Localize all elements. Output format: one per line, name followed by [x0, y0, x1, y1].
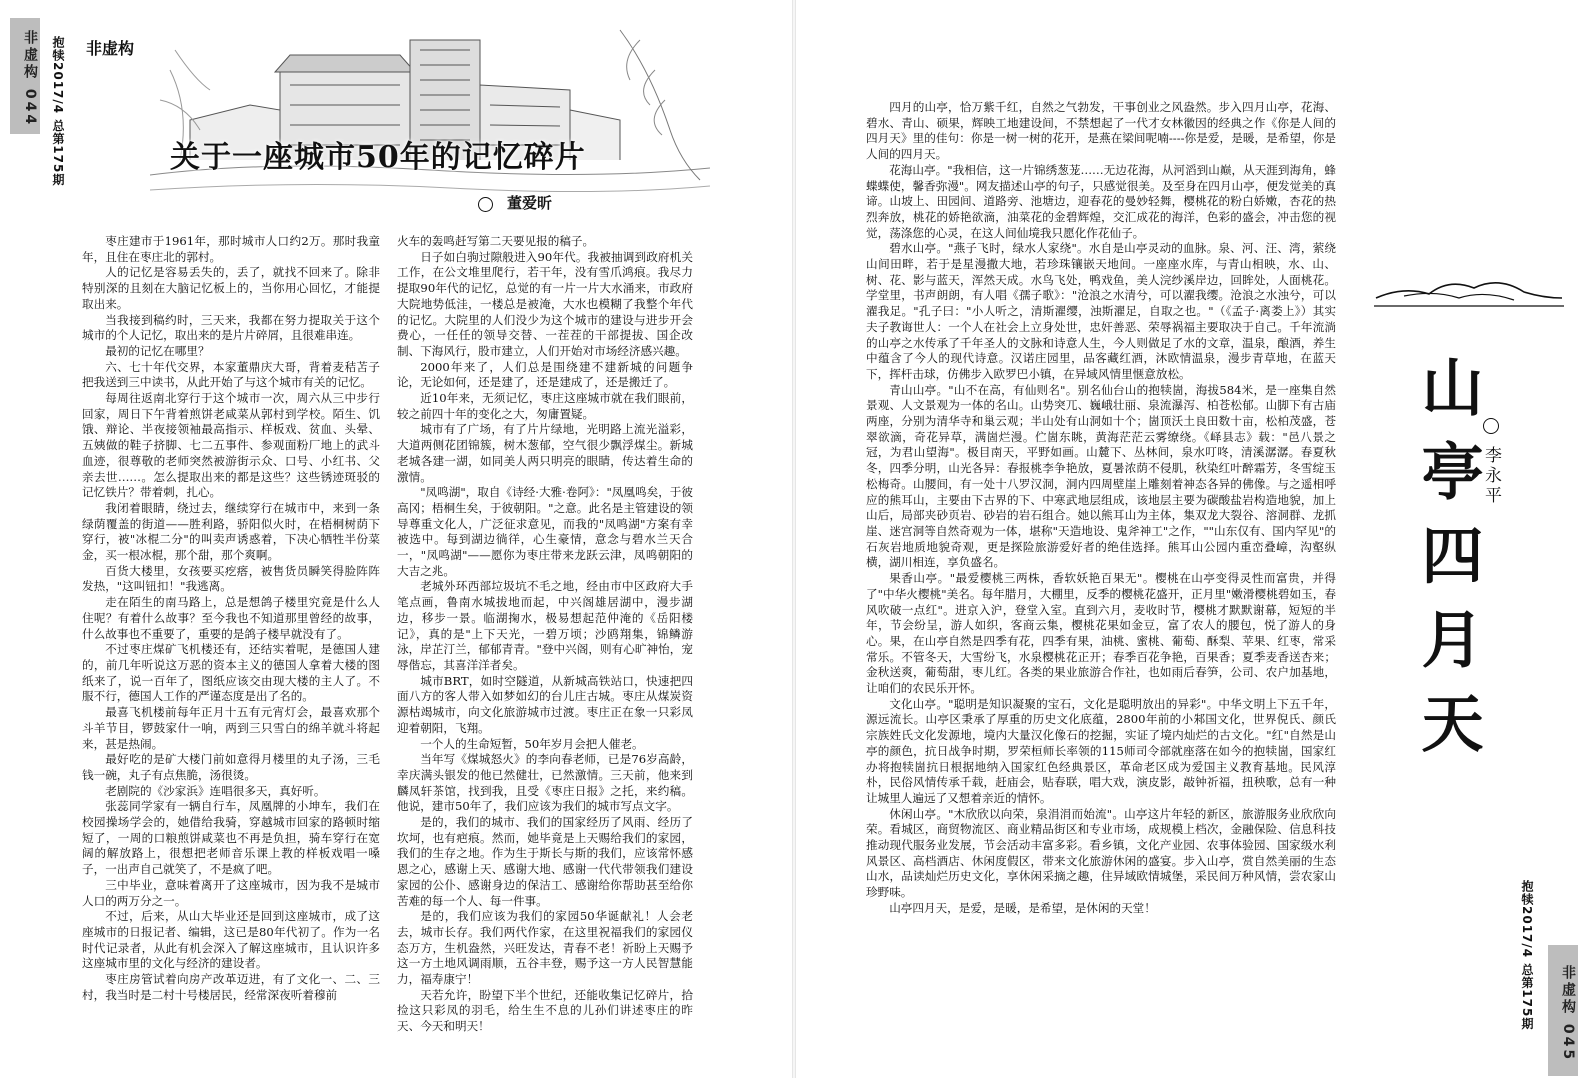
left-column-1 [82, 234, 380, 1003]
author-name: 李永平 [1481, 446, 1501, 506]
article-author [478, 192, 552, 213]
issue-info: 抱犊2017/4 总第175期 [1520, 880, 1534, 1031]
paragraph: 不过枣庄煤矿飞机楼还有，还结实着呢，是德国人建的，前几年听说这万恶的资本主义的德国人拿着大楼的图纸来了，说一百年了，图纸应该交由现大楼的主人了。不服不行，德国人工作的严谨态度是出了名的。 [82, 642, 380, 704]
paragraph: 2000年来了，人们总是围绕建不建新城的问题争论，无论如何，还是建了，还是建成了，还是搬迁了。 [397, 359, 693, 390]
paragraph: 山亭四月天，是爱，是暖，是希望，是休闲的天堂！ [889, 900, 1156, 915]
paragraph: 张蕊同学家有一辆自行车，凤凰牌的小坤车，我们在校园操场学会的，她借给我骑，穿越城市回家的路顿时缩短了，一周的口粮煎饼咸菜也不再是负担，骑车穿行在宽阔的解放路上，很想把老师音乐课上教的样板戏唱一嗓子，一出声自己就笑了，不是疯了吧。 [82, 799, 380, 877]
paragraph: 城市有了广场，有了片片绿地，光明路上流光溢彩，大道两侧花团锦簇，树木葱郁，空气很少飘浮煤尘。新城老城各建一湖，如同美人两只明亮的眼睛，传达着生命的激情。 [397, 422, 693, 484]
author-circle-icon [1483, 418, 1499, 434]
paragraph: 老剧院的《沙家浜》连唱很多天，真好听。 [105, 783, 326, 798]
paragraph: "凤鸣湖"，取自《诗经·大雅·卷阿》："凤凰鸣矣，于彼高冈；梧桐生矣，于彼朝阳。"之意。此名是主管建设的领导尊重文化人，广泛征求意见，而我的"凤鸣湖"方案有幸被选中。每到湖边徜徉，心生豪情，意念与碧水兰天合一，"凤鸣湖"——愿你为枣庄带来龙跃云津，凤鸣朝阳的大吉之兆。 [397, 485, 693, 578]
paragraph: 火车的轰鸣赶写第二天要见报的稿子。 [397, 234, 595, 248]
paragraph: 六、七十年代交界，本家董鼎庆大哥，背着麦秸苫子把我送到三中读书，从此开始了与这个城市有关的记忆。 [82, 359, 380, 390]
article-author [1479, 418, 1504, 506]
article-title: 关于一座城市50年的记忆碎片 [170, 140, 586, 175]
paragraph: 走在陌生的南马路上，总是想鸽子楼里究竟是什么人住呢？有着什么故事？至今我也不知道那里曾经的故事，什么故事也不重要了，重要的是鸽子楼早就没有了。 [82, 595, 380, 641]
paragraph: 青山山亭。"山不在高，有仙则名"。别名仙台山的抱犊崮，海拔584米，是一座集自然景观、人文景观为一体的名山。山势突兀、巍峨壮丽、泉流瀑泻、柏苍松郁。山脚下有古庙两座，分别为清华寺和巢云观；半山处有山洞如十个；崮顶沃土良田数十亩，松柏茂盛，苍翠欲滴，奇花异草，满崮烂漫。伫崮东眺，黄海茫茫云雾缭绕。《峄县志》载："邑八景之冠，为君山望海"。极目南天，平野如画。山麓下、丛林间，泉水叮咚，清溪潺潺。春夏秋冬，四季分明，山光各异：春报桃李争艳放，夏暑浓荫不侵肌，秋染红叶醉霜芳，冬雪绽玉松梅奇。山腰间，有一处十八罗汉洞，洞内四周壁崖上雕刻着神态各异的佛像。与之遥相呼应的熊耳山，主要由下古界的下、中寒武地层组成，该地层主要为碳酸盐岩构造地貌，加上山后，局部夹砂页岩、砂岩的岩石组合。她以熊耳山为主体，集双龙大裂谷、溶洞群、龙抓崖、迷宫洞等自然奇观为一体，堪称"天造地设、鬼斧神工"之作，""山东仅有、国内罕见"的石灰岩地质地貌奇观，更是探险旅游爱好者的绝佳选择。熊耳山公园内重峦叠嶂，沟壑纵横，湖川相连，享负盛名。 [866, 382, 1336, 570]
section-tab: 非虚构 044 [10, 18, 40, 134]
paragraph: 四月的山亭，恰万紫千红，自然之气勃发，干事创业之风盎然。步入四月山亭，花海、碧水、青山、硕果，辉映工地建设间，不禁想起了一代才女林徽因的经典之作《你是人间的四月天》里的佳句：你是一树一树的花开，是燕在梁间呢喃----你是爱，是暖，是希望，你是人间的四月天。 [866, 100, 1336, 162]
left-column-2 [397, 234, 693, 1035]
section-label: 非虚构 [86, 39, 135, 58]
paragraph: 我闭着眼睛，绕过去，继续穿行在城市中，来到一条绿荫覆盖的街道——胜利路，骄阳似火时，在梧桐树荫下穿行，被"冰棍二分"的叫卖声诱惑着，下决心牺牲半份菜金，买一根冰棍，那个甜，那个爽啊。 [82, 500, 380, 563]
paragraph: 老城外环西部垃圾坑不毛之地，经由市中区政府大手笔点画，鲁南水城拔地而起，中兴阁雄居湖中，漫步湖边，移步一景。临湖掬水，极易想起范仲淹的《岳阳楼记》，真的是"上下天光，一碧万顷；沙鸥翔集，锦鳞游泳，岸芷汀兰，郁郁青青。"登中兴阁，则有心旷神怡，宠辱偕忘，其喜洋洋者矣。 [397, 579, 693, 672]
right-page [794, 0, 1588, 1078]
paragraph: 是的，我们应该为我们的家园50华诞献礼！人会老去，城市长存。我们两代作家，在这里祝福我们的家园仪态万方，生机盎然，兴旺发达，青春不老！祈盼上天赐予这一方土地风调雨顺，五谷丰登，赐予这一方人民智慧能力，福寿康宁！ [397, 909, 693, 987]
article-title: 山亭四月天 [1411, 355, 1484, 775]
paragraph: 当年写《煤城怒火》的李向春老师，已是76岁高龄，幸庆满头银发的他已然健壮，已然激情。三天前，他来到麟凤轩茶馆，找到我，且受《枣庄日报》之托，来约稿。他说，建市50年了，我们应该为我们的城市写点文字。 [397, 752, 693, 814]
issue-info: 抱犊2017/4 总第175期 [51, 36, 65, 187]
paragraph: 碧水山亭。"燕子飞时，绿水人家绕"。水自是山亭灵动的血脉。泉、河、汪、湾，萦绕山间田畔，若于是星漫撒大地，若珍珠镶嵌天地间。一座座水库，与青山相映，水、山、树、花、影与蓝天，浑然天成。水鸟飞处，鸭戏鱼，美人浣纱溪岸边，回眸处，人面桃花。学堂里，书声朗朗，有人唱《孺子歌》："沧浪之水清兮，可以濯我缨。沧浪之水浊兮，可以濯我足。"孔子曰："小人听之，清斯濯缨，浊斯濯足，自取之也。"（《孟子·离娄上》）其实夫子教诲世人：一个人在社会上立身处世，忠奸善恶、荣辱祸福主要取决于自己。千年流淌的山亭之水传承了千年圣人的文脉和诗意人生，今人则做足了水的文章，温泉，酿酒，养生中蕴含了今人的现代诗意。汉诺庄园里，品客藏红酒，沐欧情温泉，漫步青草地，在蓝天下，挥杆击球，仿佛步入欧罗巴小镇，在异域风情里惬意放松。 [866, 241, 1336, 381]
paragraph: 天若允许，盼望下半个世纪，还能收集记忆碎片，拾捡这只彩凤的羽毛，给生生不息的儿孙们讲述枣庄的昨天、今天和明天！ [397, 987, 693, 1034]
building-illustration [150, 10, 710, 220]
paragraph: 枣庄房管试着向房产改革迈进，有了文化一、二、三村，我当时是二村十号楼居民，经常深夜听着穆前 [82, 972, 380, 1002]
paragraph: 一个人的生命短暂，50年岁月会把人催老。 [420, 736, 644, 751]
mountain-icon [1374, 276, 1564, 316]
paragraph: 人的记忆是容易丢失的，丢了，就找不回来了。除非特别深的且刻在大脑记忆板上的，当你用心回忆，才能提取出来。 [82, 265, 380, 311]
paragraph: 近10年来，无须记忆，枣庄这座城市就在我们眼前，较之前四十年的变化之大，匆庸置疑。 [397, 391, 693, 421]
paragraph: 日子如白驹过隙般进入90年代。我被抽调到政府机关工作，在公文堆里爬行，若干年，没有雪爪鸿痕。我尽力提取90年代的记忆，总觉的有一片一片大水涌来，市政府大院地势低洼，一楼总是被淹，大水也模糊了我整个年代的记忆。大院里的人们没少为这个城市的建设与进步开会费心，一任任的领导交替、一茬茬的干部提拔、国企改制、下海风行，股市建立，人们开始对市场经济感兴趣。 [397, 249, 693, 358]
paragraph: 果香山亭。"最爱樱桃三两株，香软妖艳百果无"。樱桃在山亭变得灵性而富贵，并得了"中华火樱桃"美名。每年腊月，大棚里，反季的樱桃花盛开，正月里"嫩滑樱桃碧如玉，春风吹破一点红"。进京入沪，登堂入室。直到六月，麦收时节，樱桃才默默谢幕，短短的半年，节会纷呈，游人如织，客商云集，樱桃花果如金豆，富了农人的腰包，悦了游人的身心。果，在山亭自然是四季有花，四季有果，油桃、蜜桃、葡萄、酥梨、苹果、红枣，常采常乐。不管冬天，大雪纷飞，水泉樱桃花正开；春季百花争艳，百果香；夏季麦香送杏来；金秋送爽，葡萄甜，枣儿红。各类的果业旅游合作社，也如雨后春笋，公司、农户加基地，让咱们的农民乐开怀。 [866, 571, 1336, 696]
paragraph: 城市BRT，如时空隧道，从新城高铁站口，快速把四面八方的客人带入如梦如幻的台儿庄古城。枣庄从煤炭资源枯竭城市，向文化旅游城市过渡。枣庄正在象一只彩凤迎着朝阳，飞翔。 [397, 673, 693, 735]
paragraph: 花海山亭。"我相信，这一片锦绣葱茏……无边花海，从河滔到山巅，从天涯到海角，蜂蝶蝶使，馨香弥漫"。网友描述山亭的句子，只感觉很美。及至身在四月山亭，便发觉美的真谛。山坡上、田园间、道路旁、池塘边，迎春花的曼妙轻舞，樱桃花的粉白娇嫩，杏花的热烈奔放，桃花的娇艳欲滴，油菜花的金碧辉煌，交汇成花的海洋，色彩的盛会，冲击您的视觉，荡涤您的心灵，在这人间仙境我只愿化作花仙子。 [866, 162, 1336, 240]
paragraph: 当我接到稿约时，三天来，我都在努力提取关于这个城市的个人记忆，取出来的是片片碎屑，且很难串连。 [82, 312, 380, 343]
paragraph: 三中毕业，意味着离开了这座城市，因为我不是城市人口的两万分之一。 [82, 877, 380, 908]
paragraph: 是的，我们的城市、我们的国家经历了风雨、经历了坎坷，也有疤痕。然而，她毕竟是上天赐给我们的家园，我们的生存之地。作为生于斯长与斯的我们，应该常怀感恩之心，感谢上天、感谢大地、感谢一代代带领我们建设家园的公仆、感谢身边的保洁工、感谢给你帮助甚至给你苦难的每一个人、每一件事。 [397, 815, 693, 908]
paragraph: 最初的记忆在哪里？ [105, 343, 210, 358]
paragraph: 休闲山亭。"木欣欣以向荣，泉涓涓而始流"。山亭这片年轻的新区，旅游服务业欣欣向荣。看城区，商贸物流区、商业精品街区和专业市场，成规模上档次，金融保险、信息科技推动现代服务业发展，节会活动丰富多彩。看乡镇，文化产业园、农事体验园、国家级水利风景区、高档酒店、休闲度假区，带来文化旅游休闲的盛宴。步入山亭，赏自然美丽的生态山水，品读灿烂历史文化，享休闲采摘之趣，住异域欧情城堡，采民间万种风情，尝农家山珍野味。 [866, 806, 1336, 900]
paragraph: 文化山亭。"聪明是知识凝聚的宝石，文化是聪明放出的异彩"。中华文明上下五千年，源远流长。山亭区秉承了厚重的历史文化底蕴，2800年前的小邾国文化，世界倪氏、颜氏宗族姓氏文化发源地，境内大量汉化像石的挖掘，实证了境内灿烂的古文化。"红"自然是山亭的颜色，抗日战争时期，罗荣桓师长率领的115师司令部就座落在如今的抱犊崮，国家红办将抱犊崮抗日根据地纳入国家红色经典景区，革命老区成为爱国主义教育基地。民风淳朴，民俗风情传承千载，赶庙会，贴春联，唱大戏，演皮影，敲钟祈福，扭秧歌，总有一种让城里人遍远了又想着亲近的情怀。 [866, 696, 1336, 805]
right-column [866, 100, 1336, 917]
paragraph: 不过，后来，从山大毕业还是回到这座城市，成了这座城市的日报记者、编辑，这已是80年代初了。作为一名时代记录者，从此有机会深入了解这座城市，且认识许多这座城市里的文化与经济的建设者。 [82, 909, 380, 971]
author-circle-icon [478, 197, 493, 212]
author-name: 董爱昕 [507, 194, 553, 212]
paragraph: 枣庄建市于1961年，那时城市人口约2万。那时我童年，且住在枣庄北的郭村。 [82, 234, 380, 264]
paragraph: 最好吃的是矿大楼门前如意得月楼里的丸子汤，三毛钱一碗，丸子有点焦脆，汤很烫。 [82, 752, 380, 782]
paragraph: 百货大楼里，女孩要买疙瘩，被售货员瞬笑得脸阵阵发热，"这叫钮扣！"我逃离。 [82, 563, 380, 594]
paragraph: 每周往返南北穿行于这个城市一次，周六从三中步行回家，周日下午背着煎饼老咸菜从郭村到学校。陌生、饥饿、辩论、半夜接领袖最高指示、样板戏、贫血、头晕、五姨做的鞋子挤脚、七二五事件、参观面粉厂地上的武斗血迹，很尊敬的老师突然被游街示众、口号、小红书、父亲去世……。怎么提取出来的都是这些？这些锈迹斑驳的记忆铁片？带着刺，扎心。 [82, 391, 380, 500]
paragraph: 最喜飞机楼前每年正月十五有元宵灯会，最喜欢那个斗羊节目，锣鼓家什一响，两到三只雪白的绵羊就斗将起来，甚是热闹。 [82, 705, 380, 751]
section-tab: 非虚构 045 [1548, 945, 1578, 1076]
